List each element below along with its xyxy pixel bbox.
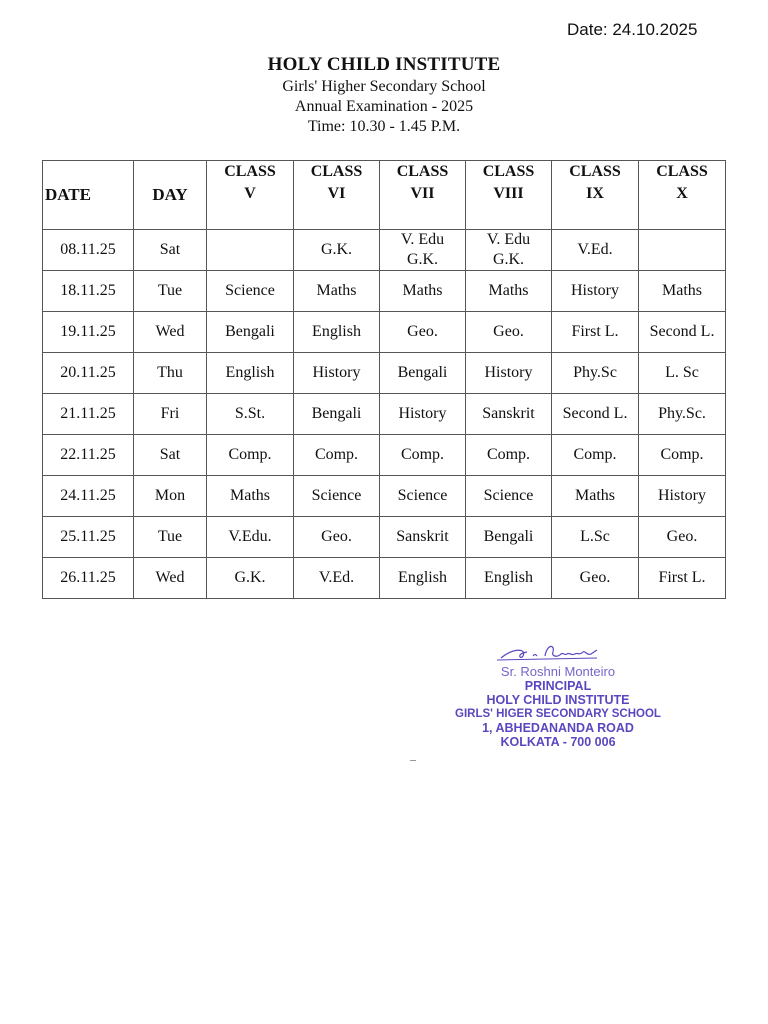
exam-timetable — [42, 160, 726, 599]
column-header-text: CLASS — [656, 163, 708, 180]
exam-date-cell: 25.11.25 — [43, 517, 134, 558]
subject-cell: English — [207, 353, 294, 394]
column-header-text: CLASS — [482, 163, 535, 180]
stamp-institute: HOLY CHILD INSTITUTE — [486, 693, 630, 707]
exam-date-cell: 18.11.25 — [43, 271, 134, 312]
subject-cell: V.Edu. — [207, 517, 294, 558]
subject-cell: Science — [294, 476, 380, 517]
table-row — [43, 312, 726, 353]
column-header — [552, 161, 639, 230]
subject-cell: Comp. — [207, 435, 294, 476]
column-header-text: CLASS — [224, 163, 276, 180]
subject-cell: History — [552, 271, 639, 312]
subject-cell: Geo. — [466, 312, 552, 353]
subject-cell: Maths — [207, 476, 294, 517]
column-header-text: CLASS — [569, 163, 621, 180]
table-row — [43, 435, 726, 476]
subject-cell: English — [380, 558, 466, 599]
subject-cell: Maths — [552, 476, 639, 517]
exam-date-cell: 19.11.25 — [43, 312, 134, 353]
subject-cell: History — [466, 353, 552, 394]
column-header-text: V — [244, 185, 256, 202]
exam-date-cell: 22.11.25 — [43, 435, 134, 476]
subject-cell: Bengali — [294, 394, 380, 435]
subject-cell: Comp. — [380, 435, 466, 476]
exam-day-cell: Sat — [134, 230, 207, 271]
institute-name: HOLY CHILD INSTITUTE — [267, 54, 501, 75]
subject-cell: Science — [207, 271, 294, 312]
column-header — [43, 161, 134, 230]
subject-cell: L.Sc — [552, 517, 639, 558]
subject-cell: Geo. — [552, 558, 639, 599]
exam-date-cell: 24.11.25 — [43, 476, 134, 517]
exam-day-cell: Mon — [134, 476, 207, 517]
principal-signature-stamp — [448, 640, 668, 749]
school-type: Girls' Higher Secondary School — [282, 78, 486, 95]
column-header — [466, 161, 552, 230]
subject-cell — [207, 230, 294, 271]
subject-cell: Comp. — [639, 435, 726, 476]
subject-cell: English — [294, 312, 380, 353]
subject-cell: Bengali — [380, 353, 466, 394]
exam-day-cell: Sat — [134, 435, 207, 476]
subject-cell: Maths — [380, 271, 466, 312]
exam-date-cell: 20.11.25 — [43, 353, 134, 394]
table-row — [43, 271, 726, 312]
subject-cell: Comp. — [552, 435, 639, 476]
subject-cell: V.Ed. — [294, 558, 380, 599]
document-date: Date: 24.10.2025 — [567, 20, 698, 39]
stamp-principal-name: Sr. Roshni Monteiro — [500, 664, 616, 679]
exam-day-cell: Thu — [134, 353, 207, 394]
subject-cell: Phy.Sc. — [639, 394, 726, 435]
subject-cell: G.K. — [294, 230, 380, 271]
subject-cell: Bengali — [207, 312, 294, 353]
column-header-text: VII — [410, 185, 435, 202]
subject-cell: V.Ed. — [552, 230, 639, 271]
exam-date-cell: 21.11.25 — [43, 394, 134, 435]
table-body — [43, 230, 726, 599]
subject-cell: Science — [466, 476, 552, 517]
stamp-school: GIRLS' HIGER SECONDARY SCHOOL — [455, 708, 661, 720]
column-header-text: VI — [327, 185, 346, 202]
table-row — [43, 517, 726, 558]
handwritten-signature — [493, 640, 623, 664]
exam-day-cell: Wed — [134, 312, 207, 353]
subject-cell: Geo. — [380, 312, 466, 353]
exam-day-cell: Tue — [134, 271, 207, 312]
column-header-text: VIII — [493, 185, 524, 202]
subject-cell: History — [380, 394, 466, 435]
subject-cell: Sanskrit — [466, 394, 552, 435]
exam-date-cell: 08.11.25 — [43, 230, 134, 271]
exam-day-cell: Wed — [134, 558, 207, 599]
subject-cell: Comp. — [466, 435, 552, 476]
subject-cell: Geo. — [294, 517, 380, 558]
column-header — [294, 161, 380, 230]
subject-cell: S.St. — [207, 394, 294, 435]
table-row — [43, 476, 726, 517]
document-header — [0, 53, 768, 137]
subject-cell: L. Sc — [639, 353, 726, 394]
subject-cell: Maths — [466, 271, 552, 312]
subject-cell — [639, 230, 726, 271]
subject-cell: History — [639, 476, 726, 517]
subject-cell: Phy.Sc — [552, 353, 639, 394]
column-header — [380, 161, 466, 230]
exam-title: Annual Examination - 2025 — [294, 98, 474, 115]
column-header — [639, 161, 726, 230]
column-header-text: DAY — [152, 185, 188, 204]
table-row — [43, 394, 726, 435]
table-row — [43, 353, 726, 394]
column-header — [134, 161, 207, 230]
subject-cell: V. Edu G.K. — [380, 230, 466, 271]
subject-cell: History — [294, 353, 380, 394]
subject-cell: Second L. — [552, 394, 639, 435]
column-header-text: DATE — [45, 185, 91, 204]
column-header-text: CLASS — [396, 163, 449, 180]
exam-time: Time: 10.30 - 1.45 P.M. — [307, 118, 461, 135]
stray-mark — [410, 760, 416, 761]
exam-day-cell: Tue — [134, 517, 207, 558]
subject-cell: Geo. — [639, 517, 726, 558]
table-row — [43, 230, 726, 271]
stamp-title: PRINCIPAL — [524, 679, 592, 693]
exam-date-cell: 26.11.25 — [43, 558, 134, 599]
column-header-text: X — [676, 185, 688, 202]
subject-cell: Second L. — [639, 312, 726, 353]
subject-cell: V. Edu G.K. — [466, 230, 552, 271]
subject-cell: Maths — [294, 271, 380, 312]
subject-cell: First L. — [639, 558, 726, 599]
stamp-address: 1, ABHEDANANDA ROAD — [482, 721, 634, 735]
stamp-city: KOLKATA - 700 006 — [500, 735, 616, 749]
column-header-text: IX — [586, 185, 604, 202]
subject-cell: Bengali — [466, 517, 552, 558]
subject-cell: Comp. — [294, 435, 380, 476]
exam-day-cell: Fri — [134, 394, 207, 435]
table-row — [43, 558, 726, 599]
subject-cell: Science — [380, 476, 466, 517]
column-header-text: CLASS — [310, 163, 363, 180]
subject-cell: Maths — [639, 271, 726, 312]
subject-cell: English — [466, 558, 552, 599]
subject-cell: G.K. — [207, 558, 294, 599]
column-header — [207, 161, 294, 230]
subject-cell: Sanskrit — [380, 517, 466, 558]
table-header-row — [43, 161, 726, 230]
subject-cell: First L. — [552, 312, 639, 353]
